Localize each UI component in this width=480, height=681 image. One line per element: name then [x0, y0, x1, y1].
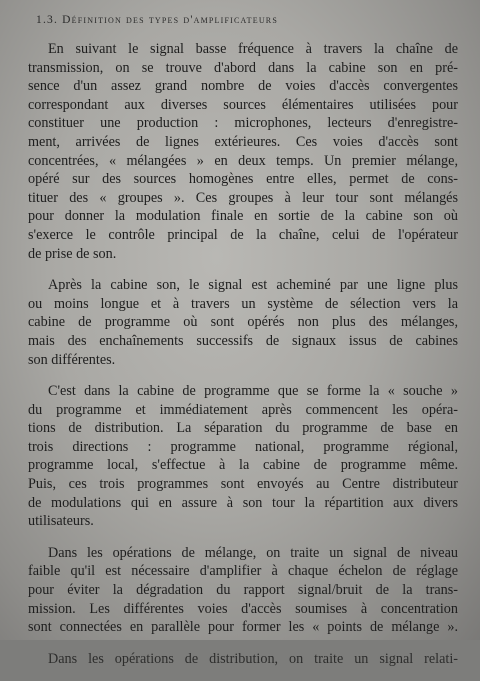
- text-line: transmission, on se trouve d'abord dans la cabine son en pré-: [28, 59, 458, 76]
- text-line: sence d'un assez grand nombre de voies d'accès convergentes: [28, 78, 458, 95]
- text-line: tions de distribution. La séparation du programme de base en: [28, 420, 458, 437]
- paragraph-4: [28, 544, 458, 637]
- text-line: trois directions : programme national, programme régional,: [28, 438, 458, 455]
- text-line: de modulations qui en assure à son tour la répartition aux divers: [28, 494, 458, 511]
- text-line: correspondant aux diverses sources élémentaires utilisées pour: [28, 96, 458, 113]
- paragraph-1: [28, 40, 458, 263]
- text-line: de prise de son.: [28, 245, 117, 262]
- paragraph-3: [28, 382, 458, 531]
- text-line: Dans les opérations de distribution, on traite un signal relati-: [48, 650, 458, 667]
- text-line: constituer une production : microphones, lecteurs d'enregistre-: [28, 115, 458, 132]
- text-line: mission. Les différentes voies d'accès soumises à concentration: [28, 600, 458, 617]
- text-line: pour donner la modulation finale en sortie de la cabine son où: [28, 208, 458, 225]
- body-text: [28, 40, 458, 681]
- text-line: faible qu'il est nécessaire d'amplifier à chaque échelon de réglage: [28, 563, 458, 580]
- text-line: cabine de programme où sont opérés non plus des mélanges,: [28, 314, 458, 331]
- text-line: concentrées, « mélangées » en deux temps. Un premier mélange,: [28, 152, 458, 169]
- text-line: sont connectées en parallèle pour former les « points de mélange ».: [28, 619, 458, 636]
- text-line: Dans les opérations de mélange, on traite un signal de niveau: [48, 544, 458, 561]
- text-line: Puis, ces trois programmes sont envoyés au Centre distributeur: [28, 476, 458, 493]
- text-line: tituer des « groupes ». Ces groupes à leur tour sont mélangés: [28, 189, 458, 206]
- text-line: opéré sur des sources homogènes entre elles, permet de cons-: [28, 171, 458, 188]
- text-line: ou moins longue et à travers un système de sélection vers la: [28, 295, 458, 312]
- text-line: son différentes.: [28, 351, 116, 368]
- text-line: ment, arrivées de lignes extérieures. Ces voies d'accès sont: [28, 133, 458, 150]
- text-line: programme local, s'effectue à la cabine de programme même.: [28, 457, 458, 474]
- text-line: mais des enchaînements successifs de signaux issus de cabines: [28, 332, 458, 349]
- text-line: s'exerce le contrôle principal de la chaîne, celui de l'opérateur: [28, 226, 458, 243]
- text-line: du programme et immédiatement après commencent les opéra-: [28, 401, 458, 418]
- text-line: Après la cabine son, le signal est acheminé par une ligne plus: [48, 277, 458, 294]
- text-line: pour éviter la dégradation du rapport signal/bruit de la trans-: [28, 582, 458, 599]
- paragraph-2: [28, 276, 458, 369]
- text-line: En suivant le signal basse fréquence à travers la chaîne de: [48, 41, 458, 57]
- paragraph-5: [28, 650, 458, 669]
- text-line: C'est dans la cabine de programme que se forme la « souche »: [48, 383, 458, 400]
- text-line: utilisateurs.: [28, 513, 94, 530]
- section-heading: 1.3. Définition des types d'amplificateurs: [36, 14, 278, 26]
